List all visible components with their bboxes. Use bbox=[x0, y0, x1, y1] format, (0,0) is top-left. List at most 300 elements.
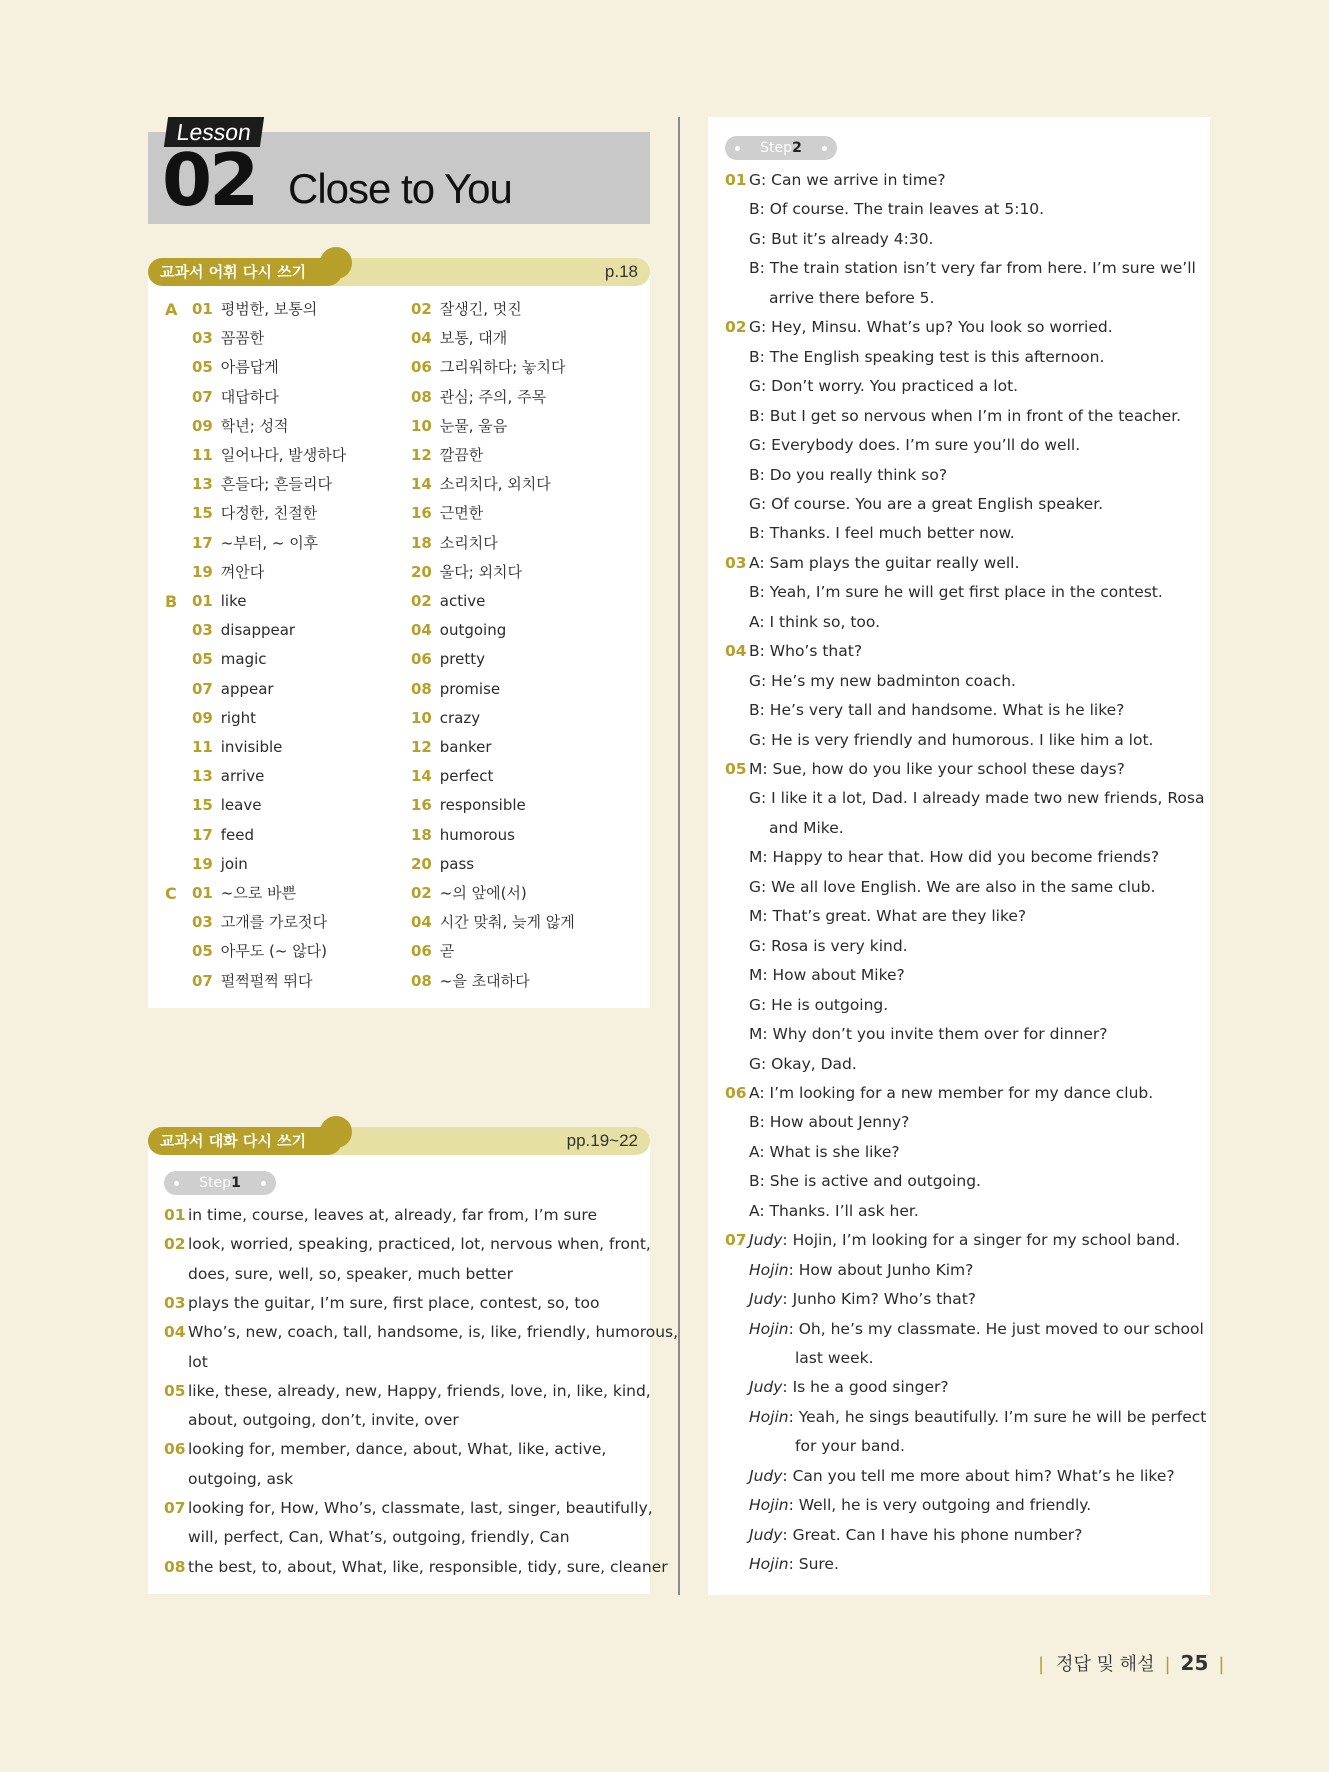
dialog-line bbox=[725, 1318, 1204, 1340]
vocab-item bbox=[411, 298, 522, 320]
speaker-label: A bbox=[749, 1142, 760, 1161]
vocab-band bbox=[148, 258, 650, 286]
speaker-label: A bbox=[749, 1083, 760, 1102]
dialog-text: : Okay, Dad. bbox=[761, 1054, 857, 1073]
dialog-text: : I’m looking for a new member for my dance club. bbox=[759, 1083, 1154, 1102]
band-dot-icon bbox=[320, 1116, 352, 1148]
answer-text: plays the guitar, I’m sure, first place, contest, so, too bbox=[188, 1293, 600, 1312]
section-letter: B bbox=[165, 592, 178, 611]
answer-line bbox=[164, 1556, 668, 1578]
item-number: 05 bbox=[725, 760, 747, 778]
footer-label: 정답 및 해설 bbox=[1056, 1654, 1155, 1675]
item-text: 다정한, 친절한 bbox=[216, 504, 318, 523]
dialog-text: : She is active and outgoing. bbox=[759, 1172, 981, 1191]
dialog-line bbox=[725, 1111, 909, 1133]
item-number: 06 bbox=[411, 942, 432, 961]
dialog-line bbox=[725, 346, 1104, 368]
answer-line bbox=[164, 1526, 570, 1548]
dialog-text: : What is she like? bbox=[759, 1142, 900, 1161]
speaker-label: G bbox=[749, 789, 762, 808]
speaker-label: G bbox=[749, 995, 762, 1014]
item-text: 흔들다; 흔들리다 bbox=[216, 475, 333, 494]
item-text: 소리치다, 외치다 bbox=[435, 475, 551, 494]
item-number: 15 bbox=[192, 504, 213, 523]
item-text: perfect bbox=[435, 767, 494, 786]
footer bbox=[1038, 1650, 1224, 1676]
answer-line bbox=[164, 1468, 293, 1490]
vocab-page-ref: p.18 bbox=[604, 262, 638, 281]
item-number: 04 bbox=[725, 642, 747, 661]
item-text: 소리치다 bbox=[435, 533, 498, 552]
answer-text: like, these, already, new, Happy, friends, love, in, like, kind, bbox=[188, 1381, 651, 1400]
item-text: ~을 초대하다 bbox=[435, 971, 530, 990]
item-number: 20 bbox=[411, 562, 432, 581]
vocab-item bbox=[192, 794, 261, 816]
speaker-label: B bbox=[749, 1113, 760, 1132]
speaker-label: B bbox=[749, 642, 760, 661]
speaker-label: Judy bbox=[749, 1378, 783, 1397]
item-number: 08 bbox=[411, 387, 432, 406]
vocab-item bbox=[411, 707, 480, 729]
item-number: 18 bbox=[411, 825, 432, 844]
vocab-item bbox=[411, 473, 551, 495]
speaker-label: G bbox=[749, 436, 762, 455]
item-number: 03 bbox=[192, 621, 213, 640]
dialog-text: : Junho Kim? Who’s that? bbox=[782, 1290, 977, 1309]
dialog-line bbox=[725, 1524, 1082, 1546]
item-number: 10 bbox=[411, 416, 432, 435]
vocab-item bbox=[411, 590, 485, 612]
step1-pill bbox=[164, 1171, 276, 1195]
item-number: 04 bbox=[164, 1323, 186, 1342]
dialog-text: : Yeah, he sings beautifully. I’m sure he will be perfect bbox=[788, 1407, 1207, 1426]
item-number: 09 bbox=[192, 708, 213, 727]
speaker-label: Hojin bbox=[749, 1407, 789, 1426]
footer-page-number: 25 bbox=[1180, 1651, 1209, 1675]
dialog-line bbox=[725, 905, 1026, 927]
item-text: 울다; 외치다 bbox=[435, 562, 523, 581]
dialog-line bbox=[725, 581, 1163, 603]
dialog-line bbox=[725, 1465, 1175, 1487]
dialog-line bbox=[725, 1494, 1091, 1516]
vocab-item bbox=[192, 386, 279, 408]
item-text: ~부터, ~ 이후 bbox=[216, 533, 319, 552]
dialog-text: : Don’t worry. You practiced a lot. bbox=[761, 377, 1019, 396]
item-number: 03 bbox=[192, 329, 213, 348]
item-text: join bbox=[216, 854, 248, 873]
dialog-text: : Can we arrive in time? bbox=[761, 171, 946, 189]
vocab-item bbox=[192, 473, 332, 495]
vocab-item bbox=[411, 765, 493, 787]
item-number: 15 bbox=[192, 796, 213, 815]
dialog-text: : Happy to hear that. How did you become friends? bbox=[762, 848, 1160, 867]
dialog-text: : Well, he is very outgoing and friendly. bbox=[788, 1496, 1092, 1515]
dialog-line bbox=[725, 1376, 949, 1398]
vocab-item bbox=[411, 386, 546, 408]
dialog-line bbox=[725, 198, 1044, 220]
vocab-item bbox=[411, 882, 527, 904]
item-number: 19 bbox=[192, 854, 213, 873]
item-number: 05 bbox=[164, 1381, 186, 1400]
dialog-text: : Rosa is very kind. bbox=[761, 936, 908, 955]
item-number: 13 bbox=[192, 767, 213, 786]
dialog-line bbox=[725, 670, 1016, 692]
item-number: 05 bbox=[192, 358, 213, 377]
item-text: 평범한, 보통의 bbox=[216, 300, 318, 318]
item-number: 14 bbox=[411, 767, 432, 786]
vocab-item bbox=[411, 678, 500, 700]
dialog-text: : He is very friendly and humorous. I like him a lot. bbox=[761, 730, 1154, 749]
vocab-item bbox=[192, 678, 274, 700]
speaker-label: Hojin bbox=[749, 1260, 789, 1279]
vocab-item bbox=[411, 502, 483, 524]
dialog-text: : That’s great. What are they like? bbox=[762, 907, 1027, 926]
item-number: 01 bbox=[164, 1206, 186, 1224]
item-number: 10 bbox=[411, 708, 432, 727]
item-number: 02 bbox=[411, 300, 432, 318]
vocab-item bbox=[411, 824, 515, 846]
footer-divider: | bbox=[1218, 1654, 1225, 1675]
item-number: 02 bbox=[411, 592, 432, 610]
item-text: responsible bbox=[435, 796, 526, 815]
item-number: 11 bbox=[192, 446, 213, 464]
item-number: 06 bbox=[725, 1083, 747, 1102]
lesson-number: 02 bbox=[162, 138, 257, 222]
vocab-item bbox=[192, 298, 317, 320]
answer-text: lot bbox=[188, 1352, 208, 1371]
dialog-line bbox=[795, 1435, 905, 1457]
item-number: 03 bbox=[164, 1293, 186, 1312]
speaker-label: A bbox=[749, 1201, 760, 1220]
vocab-item bbox=[192, 502, 317, 524]
answer-text: the best, to, about, What, like, responsible, tidy, sure, cleaner bbox=[188, 1557, 668, 1576]
dot-icon bbox=[822, 146, 827, 151]
dialog-line bbox=[725, 257, 1196, 279]
speaker-label: M bbox=[749, 966, 763, 985]
dialog-text: : Why don’t you invite them over for dinner? bbox=[762, 1025, 1108, 1044]
dot-icon bbox=[174, 1181, 179, 1186]
item-number: 07 bbox=[725, 1231, 747, 1250]
dialog-text: : How about Mike? bbox=[762, 966, 905, 985]
dialog-line bbox=[725, 1553, 839, 1575]
item-text: pretty bbox=[435, 650, 485, 669]
item-number: 11 bbox=[192, 738, 213, 756]
item-text: 시간 맞춰, 늦게 않게 bbox=[435, 913, 575, 932]
vocab-item bbox=[411, 532, 498, 554]
vocab-item bbox=[411, 415, 507, 437]
item-text: crazy bbox=[435, 708, 481, 727]
speaker-label: G bbox=[749, 494, 762, 513]
item-text: 학년; 성적 bbox=[216, 416, 289, 435]
dialog-line bbox=[725, 1406, 1206, 1428]
item-text: invisible bbox=[216, 738, 283, 756]
dialog-text: : How about Jenny? bbox=[759, 1113, 910, 1132]
dialog-line bbox=[725, 1170, 981, 1192]
dot-icon bbox=[735, 146, 740, 151]
item-number: 02 bbox=[411, 884, 432, 902]
item-text: 근면한 bbox=[435, 504, 484, 523]
item-number: 12 bbox=[411, 738, 432, 756]
item-number: 01 bbox=[192, 300, 213, 318]
speaker-label: G bbox=[749, 229, 762, 248]
speaker-label: B bbox=[749, 347, 760, 366]
dialog-text: : We all love English. We are also in the same club. bbox=[761, 877, 1156, 896]
item-text: 곧 bbox=[435, 942, 455, 961]
dialog-line bbox=[769, 817, 844, 839]
dialog-text: : Yeah, I’m sure he will get first place in the contest. bbox=[759, 583, 1163, 602]
answer-line bbox=[164, 1233, 651, 1255]
item-text: 아무도 (~ 않다) bbox=[216, 942, 328, 961]
vocab-item bbox=[411, 648, 485, 670]
vocab-item bbox=[192, 356, 279, 378]
vocab-item bbox=[411, 970, 530, 992]
dialog-line bbox=[725, 1259, 973, 1281]
dialog-line bbox=[725, 1229, 1180, 1251]
dialog-text: : Can you tell me more about him? What’s he like? bbox=[782, 1466, 1175, 1485]
dialog-text: : But it’s already 4:30. bbox=[761, 229, 934, 248]
answer-text: looking for, How, Who’s, classmate, last, singer, beautifully, bbox=[188, 1499, 653, 1517]
vocab-item bbox=[411, 853, 474, 875]
item-text: active bbox=[435, 592, 486, 610]
step2-number: 2 bbox=[792, 140, 802, 156]
speaker-label: G bbox=[749, 936, 762, 955]
item-number: 03 bbox=[192, 913, 213, 932]
answer-line bbox=[164, 1351, 208, 1373]
dialog-text: : Do you really think so? bbox=[759, 465, 948, 484]
item-number: 17 bbox=[192, 533, 213, 552]
band-dot-icon bbox=[320, 247, 352, 279]
item-number: 06 bbox=[164, 1440, 186, 1459]
item-number: 01 bbox=[725, 171, 747, 189]
dialog-text: and Mike. bbox=[769, 818, 844, 837]
item-number: 05 bbox=[192, 650, 213, 669]
vocab-item bbox=[411, 736, 492, 758]
dialog-line bbox=[725, 1082, 1153, 1104]
dialog-text: : But I get so nervous when I’m in front of the teacher. bbox=[759, 406, 1182, 425]
item-text: appear bbox=[216, 679, 274, 698]
item-number: 08 bbox=[411, 971, 432, 990]
dialog-band bbox=[148, 1127, 650, 1155]
lesson-title: Close to You bbox=[288, 165, 512, 212]
speaker-label: B bbox=[749, 524, 760, 543]
vocab-item bbox=[192, 736, 282, 758]
item-number: 07 bbox=[192, 971, 213, 990]
vocab-item bbox=[411, 561, 522, 583]
speaker-label: G bbox=[749, 877, 762, 896]
speaker-label: G bbox=[749, 671, 762, 690]
dialog-line bbox=[725, 758, 1125, 780]
vocab-item bbox=[192, 765, 264, 787]
vocab-item bbox=[192, 327, 264, 349]
dialog-text: : Sue, how do you like your school these days? bbox=[762, 760, 1125, 778]
item-number: 08 bbox=[164, 1557, 186, 1576]
item-text: 눈물, 울음 bbox=[435, 416, 508, 435]
item-text: humorous bbox=[435, 825, 515, 844]
dialog-page-ref: pp.19~22 bbox=[566, 1131, 638, 1150]
item-text: 보통, 대개 bbox=[435, 329, 508, 348]
speaker-label: G bbox=[749, 730, 762, 749]
dialog-text: : Of course. The train leaves at 5:10. bbox=[759, 200, 1045, 219]
dialog-text: : Is he a good singer? bbox=[782, 1378, 949, 1397]
speaker-label: Hojin bbox=[749, 1555, 789, 1574]
item-text: arrive bbox=[216, 767, 265, 786]
dialog-line bbox=[769, 287, 934, 309]
speaker-label: G bbox=[749, 318, 762, 337]
item-text: ~의 앞에(서) bbox=[435, 884, 527, 902]
vocab-item bbox=[192, 415, 289, 437]
dialog-line bbox=[725, 375, 1018, 397]
speaker-label: Hojin bbox=[749, 1496, 789, 1515]
item-number: 04 bbox=[411, 621, 432, 640]
dialog-text: : The train station isn’t very far from here. I’m sure we’ll bbox=[759, 259, 1196, 278]
vocab-item bbox=[411, 356, 566, 378]
dialog-line bbox=[725, 611, 880, 633]
dialog-line bbox=[725, 169, 946, 191]
item-number: 02 bbox=[164, 1235, 186, 1254]
item-text: disappear bbox=[216, 621, 296, 640]
dialog-text: : Thanks. I’ll ask her. bbox=[759, 1201, 919, 1220]
item-text: 잘생긴, 멋진 bbox=[435, 300, 522, 318]
dialog-line bbox=[725, 493, 1103, 515]
answer-line bbox=[164, 1321, 678, 1343]
speaker-label: G bbox=[749, 1054, 762, 1073]
dialog-line bbox=[725, 1053, 857, 1075]
item-text: banker bbox=[435, 738, 492, 756]
dialog-text: : Great. Can I have his phone number? bbox=[782, 1525, 1083, 1544]
item-number: 19 bbox=[192, 562, 213, 581]
footer-divider: | bbox=[1164, 1654, 1171, 1675]
item-text: magic bbox=[216, 650, 267, 669]
item-text: 펄쩍펄쩍 뛰다 bbox=[216, 971, 313, 990]
item-number: 14 bbox=[411, 475, 432, 494]
dialog-text: : I like it a lot, Dad. I already made two new friends, Rosa bbox=[761, 789, 1205, 808]
item-number: 09 bbox=[192, 416, 213, 435]
dialog-text: : Of course. You are a great English speaker. bbox=[761, 494, 1104, 513]
item-text: feed bbox=[216, 825, 255, 844]
dialog-text: last week. bbox=[795, 1349, 874, 1367]
vocab-item bbox=[411, 940, 454, 962]
dialog-line bbox=[725, 846, 1159, 868]
answer-line bbox=[164, 1263, 513, 1285]
speaker-label: B bbox=[749, 259, 760, 278]
speaker-label: M bbox=[749, 1025, 763, 1044]
vocab-item bbox=[192, 853, 248, 875]
item-number: 07 bbox=[192, 679, 213, 698]
speaker-label: Judy bbox=[749, 1231, 783, 1250]
dialog-line bbox=[725, 1023, 1108, 1045]
answer-text: in time, course, leaves at, already, far from, I’m sure bbox=[188, 1206, 597, 1224]
vocab-item bbox=[411, 619, 506, 641]
item-text: 꼼꼼한 bbox=[216, 329, 265, 348]
dialog-text: for your band. bbox=[795, 1437, 905, 1456]
section-letter: A bbox=[165, 300, 178, 319]
item-text: 아름답게 bbox=[216, 358, 279, 377]
dialog-text: : Hojin, I’m looking for a singer for my school band. bbox=[782, 1231, 1181, 1250]
dialog-line bbox=[725, 434, 1080, 456]
dialog-text: : Everybody does. I’m sure you’ll do well. bbox=[761, 436, 1081, 455]
item-text: 그리워하다; 놓치다 bbox=[435, 358, 566, 377]
dialog-line bbox=[725, 787, 1204, 809]
dialog-text: : Sam plays the guitar really well. bbox=[759, 553, 1020, 572]
dialog-text: : Hey, Minsu. What’s up? You look so worried. bbox=[761, 318, 1113, 337]
vocab-item bbox=[192, 824, 254, 846]
item-text: 관심; 주의, 주목 bbox=[435, 387, 547, 406]
item-number: 13 bbox=[192, 475, 213, 494]
speaker-label: A bbox=[749, 553, 760, 572]
footer-divider: | bbox=[1038, 1654, 1045, 1675]
vocab-item bbox=[192, 911, 327, 933]
step1-label: Step bbox=[199, 1175, 232, 1191]
answer-line bbox=[164, 1409, 459, 1431]
item-text: pass bbox=[435, 854, 475, 873]
dialog-line bbox=[725, 464, 947, 486]
answer-line bbox=[164, 1380, 651, 1402]
dialog-text: : Who’s that? bbox=[759, 642, 863, 661]
item-text: 깔끔한 bbox=[435, 446, 484, 464]
answer-text: Who’s, new, coach, tall, handsome, is, like, friendly, humorous, bbox=[188, 1323, 679, 1342]
answer-text: will, perfect, Can, What’s, outgoing, friendly, Can bbox=[188, 1528, 570, 1547]
dialog-text: : Oh, he’s my classmate. He just moved to our school bbox=[788, 1319, 1204, 1338]
item-number: 04 bbox=[411, 913, 432, 932]
dialog-text: : The English speaking test is this afternoon. bbox=[759, 347, 1105, 366]
dialog-line bbox=[725, 228, 933, 250]
dialog-text: arrive there before 5. bbox=[769, 288, 935, 307]
step2-label: Step bbox=[760, 140, 793, 156]
column-divider bbox=[678, 117, 680, 1595]
item-text: like bbox=[216, 592, 247, 610]
speaker-label: M bbox=[749, 907, 763, 926]
speaker-label: B bbox=[749, 701, 760, 720]
item-number: 18 bbox=[411, 533, 432, 552]
item-number: 12 bbox=[411, 446, 432, 464]
item-text: outgoing bbox=[435, 621, 507, 640]
answer-line bbox=[164, 1204, 597, 1226]
item-text: leave bbox=[216, 796, 262, 815]
step1-number: 1 bbox=[231, 1175, 241, 1191]
vocab-item bbox=[192, 619, 295, 641]
dialog-line bbox=[725, 552, 1019, 574]
vocab-item bbox=[192, 707, 256, 729]
dialog-line bbox=[725, 1200, 919, 1222]
answer-text: about, outgoing, don’t, invite, over bbox=[188, 1411, 459, 1430]
speaker-label: G bbox=[749, 377, 762, 396]
dialog-line bbox=[725, 522, 1015, 544]
item-number: 17 bbox=[192, 825, 213, 844]
dot-icon bbox=[261, 1181, 266, 1186]
dialog-text: : He’s very tall and handsome. What is he like? bbox=[759, 701, 1125, 720]
dialog-line bbox=[725, 405, 1181, 427]
speaker-label: Judy bbox=[749, 1525, 783, 1544]
speaker-label: G bbox=[749, 171, 762, 189]
speaker-label: M bbox=[749, 848, 763, 867]
speaker-label: B bbox=[749, 465, 760, 484]
item-number: 20 bbox=[411, 854, 432, 873]
vocab-item bbox=[192, 444, 346, 466]
vocab-item bbox=[192, 590, 246, 612]
item-number: 04 bbox=[411, 329, 432, 348]
item-number: 03 bbox=[725, 553, 747, 572]
answer-text: look, worried, speaking, practiced, lot, nervous when, front, bbox=[188, 1235, 651, 1254]
item-number: 16 bbox=[411, 796, 432, 815]
item-number: 06 bbox=[411, 358, 432, 377]
dialog-line bbox=[725, 316, 1113, 338]
dialog-text: : Sure. bbox=[788, 1555, 839, 1574]
step2-pill bbox=[725, 136, 837, 160]
item-text: 대답하다 bbox=[216, 387, 279, 406]
item-text: 껴안다 bbox=[216, 562, 265, 581]
vocab-item bbox=[192, 532, 318, 554]
vocab-item bbox=[192, 648, 267, 670]
